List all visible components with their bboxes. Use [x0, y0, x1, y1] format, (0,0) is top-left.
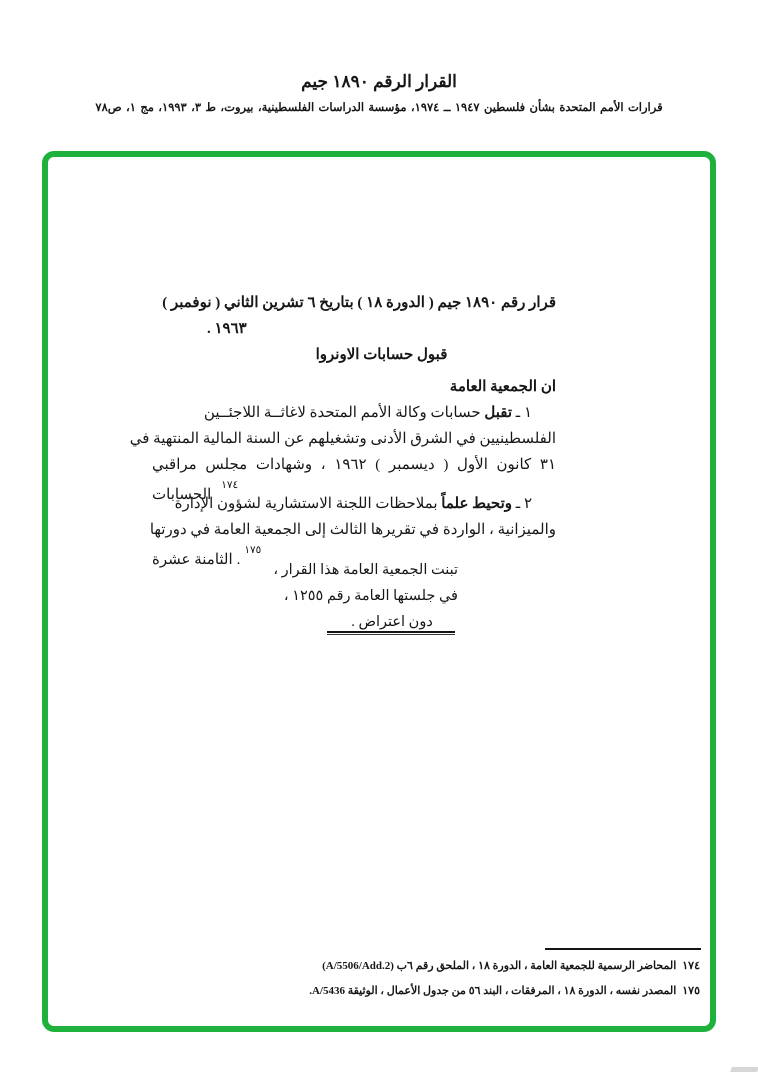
paragraph-1-line-1 — [152, 400, 556, 426]
footnote-ref-175: ١٧٥ — [244, 545, 262, 556]
footnote-ref-174: ١٧٤ — [221, 480, 239, 491]
paragraph-1-line-3: ٣١ كانون الأول ( ديسمبر ) ١٩٦٢ ، وشهادات مجلس مراقبي — [152, 457, 557, 473]
paragraph-2-last-words: الثامنة عشرة — [152, 552, 233, 568]
source-citation-line: قرارات الأمم المتحدة بشأن فلسطين ١٩٤٧ ــ ١٩٧٤، مؤسسة الدراسات الفلسطينية، بيروت، ط ٣، ١٩٩٣، مج ١، ص٧٨ — [95, 102, 663, 114]
paragraph-2-line-1 — [152, 491, 556, 517]
paragraph-1-keyword: تقبل — [484, 405, 513, 421]
end-of-text-rule — [327, 631, 455, 633]
paragraph-1-last-word: الحسابات — [152, 487, 212, 503]
adoption-line-3: دون اعتراض . — [351, 614, 433, 630]
adoption-line-2: في جلستها العامة رقم ١٢٥٥ ، — [283, 588, 458, 604]
resolution-heading-line-1: قرار رقم ١٨٩٠ جيم ( الدورة ١٨ ) بتاريخ ٦ تشرين الثاني ( نوفمبر ) — [162, 295, 556, 311]
footnote-174-number: ١٧٤ — [682, 960, 700, 972]
resolution-heading — [162, 290, 556, 342]
paragraph-2-number: ٢ ـ — [512, 496, 532, 512]
paragraph-1-line-2: الفلسطينيين في الشرق الأدنى وتشغيلهم عن السنة المالية المنتهية في — [129, 431, 556, 447]
preamble: ان الجمعية العامة — [449, 379, 556, 395]
footnote-175-tail: . — [309, 985, 312, 997]
resolution-subject: قبول حسابات الاونروا — [315, 347, 448, 363]
footnote-separator — [545, 948, 701, 950]
resolution-heading-line-2: ١٩٦٣ . — [207, 321, 247, 337]
adoption-note — [273, 557, 458, 635]
paragraph-1-number: ١ ـ — [512, 405, 532, 421]
paragraph-1-line-1-rest: حسابات وكالة الأمم المتحدة لاغاثــة اللاجئــين — [203, 405, 485, 421]
footnote-175 — [140, 979, 700, 1004]
footnotes — [140, 954, 700, 1004]
page-title: القرار الرقم ١٨٩٠ جيم — [301, 72, 457, 91]
footnote-175-number: ١٧٥ — [682, 985, 700, 997]
paragraph-2-line-1-rest: بملاحظات اللجنة الاستشارية لشؤون الإدارة — [174, 496, 442, 512]
adoption-line-1: تبنت الجمعية العامة هذا القرار ، — [273, 562, 458, 578]
footnote-175-doc-ref: A/5436 — [311, 985, 345, 997]
end-of-text-rule-shadow — [327, 634, 455, 635]
paragraph-2-keyword: وتحيط علماً — [441, 496, 513, 512]
scan-artifact-mark — [730, 1067, 758, 1072]
footnote-174 — [140, 954, 700, 979]
footnote-175-text: المصدر نفسه ، الدورة ١٨ ، المرفقات ، البند ٥٦ من جدول الأعمال ، الوثيقة — [344, 985, 677, 997]
paragraph-2-line-2: والميزانية ، الواردة في تقريرها الثالث إلى الجمعية العامة في دورتها — [149, 522, 556, 538]
footnote-174-doc-ref: (A/5506/Add.2) — [322, 960, 394, 972]
sentence-period: . — [236, 552, 241, 568]
footnote-174-text: المحاضر الرسمية للجمعية العامة ، الدورة ١٨ ، الملحق رقم ٦ب — [393, 960, 677, 972]
